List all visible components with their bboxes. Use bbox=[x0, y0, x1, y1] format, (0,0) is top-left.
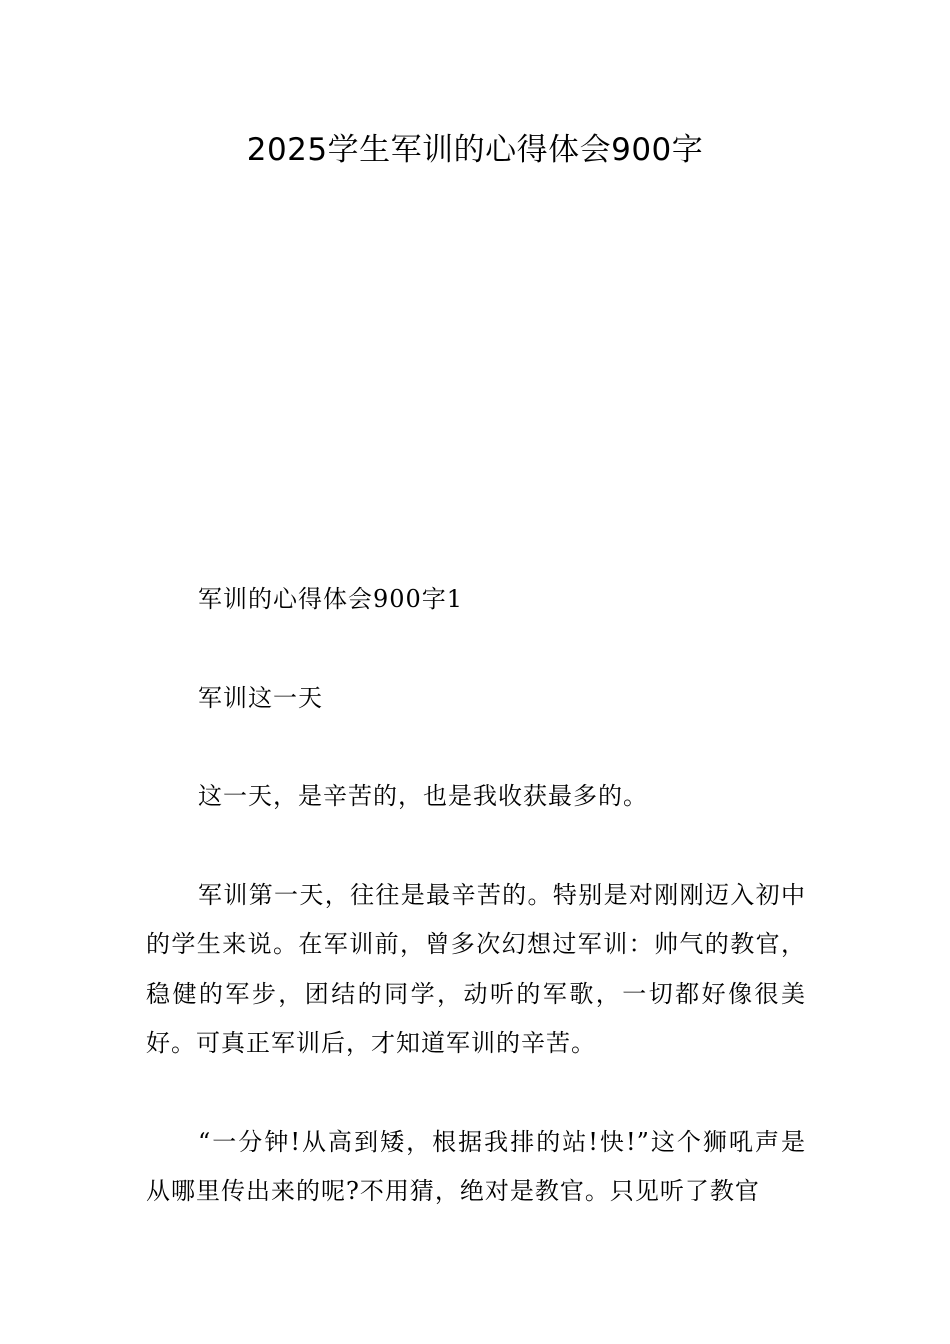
body-paragraph: “一分钟!从高到矮，根据我排的站!快!”这个狮吼声是从哪里传出来的呢?不用猜，绝对是教官。只见听了教官 bbox=[146, 1127, 806, 1205]
body-paragraph: 军训第一天，往往是最辛苦的。特别是对刚刚迈入初中的学生来说。在军训前，曾多次幻想过军训：帅气的教官，稳健的军步，团结的同学，动听的军歌，一切都好像很美好。可真正军训后，才知道军训的辛苦。 bbox=[146, 880, 806, 1057]
document-title: 2025学生军训的心得体会900字 bbox=[246, 132, 704, 168]
subtitle-paragraph: 军训这一天 bbox=[198, 683, 323, 712]
document-body bbox=[146, 575, 806, 1266]
body-paragraph: 这一天，是辛苦的，也是我收获最多的。 bbox=[198, 782, 648, 810]
section-heading: 军训的心得体会900字1 bbox=[198, 585, 464, 613]
